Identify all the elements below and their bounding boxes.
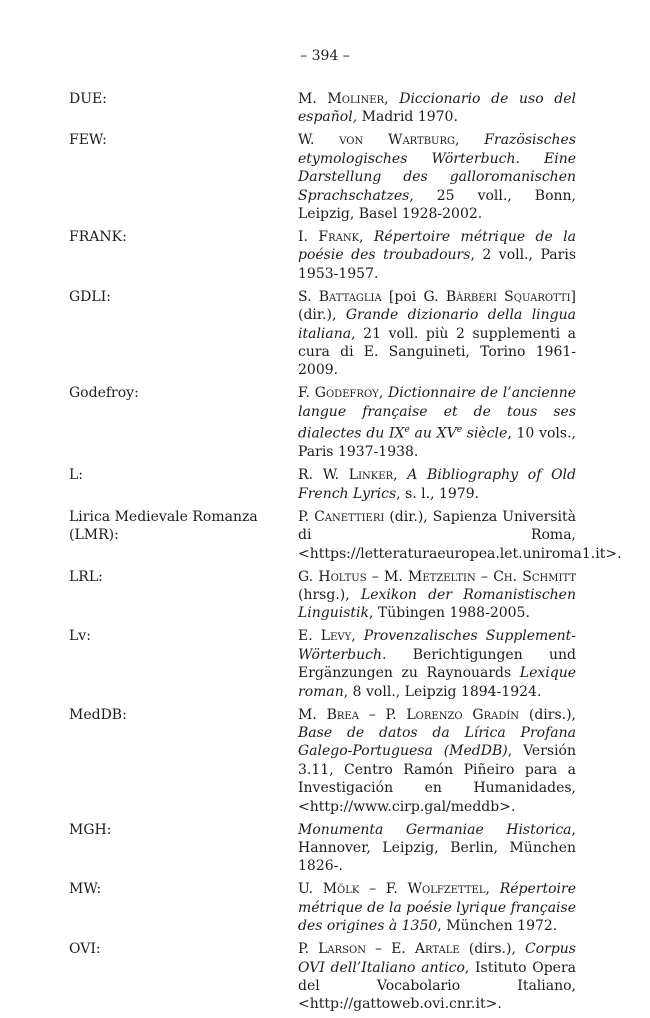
reference-fragment: P. xyxy=(298,941,319,958)
reference-fragment: S. xyxy=(298,288,319,305)
entry-reference xyxy=(298,288,576,380)
entry-abbreviation: Lirica Medievale Romanza (LMR): xyxy=(69,508,258,544)
reference-fragment: , Versión 3.11, Centro Ramón Piñeiro para a Investigación en Humanidades, <http://www.cirp.gal/meddb>. xyxy=(298,743,577,815)
page-number: – 394 – xyxy=(300,48,350,64)
entry-abbreviation: Lv: xyxy=(69,628,91,645)
entry-reference xyxy=(298,940,576,1014)
bibliography-entry xyxy=(69,940,576,1014)
entry-abbreviation: FEW: xyxy=(69,132,107,149)
reference-fragment: P. xyxy=(298,508,315,525)
reference-fragment: Levy xyxy=(320,628,352,645)
reference-fragment: – P. xyxy=(358,706,407,723)
reference-fragment: Corpus OVI dell’Italiano antico xyxy=(298,941,576,976)
reference-fragment: Wolfzettel xyxy=(407,881,486,898)
reference-fragment: R. W. xyxy=(298,467,349,484)
reference-fragment: Ch. Schmitt xyxy=(493,568,576,585)
reference-fragment: , xyxy=(485,881,500,898)
reference-fragment: ] (dir.), xyxy=(298,288,576,324)
reference-fragment: Canettieri xyxy=(314,508,385,525)
reference-fragment: Linker xyxy=(348,467,394,484)
entry-abbreviation: DUE: xyxy=(69,91,107,107)
entry-reference xyxy=(298,466,576,503)
reference-fragment: Provenzalisches Supplement-Wörterbuch. xyxy=(298,628,576,663)
reference-fragment: – M. xyxy=(366,568,408,585)
entry-reference xyxy=(298,508,622,563)
reference-fragment: , xyxy=(455,132,485,149)
reference-fragment: , xyxy=(359,229,374,246)
bibliography-entry xyxy=(69,466,576,503)
reference-fragment: Répertoire métrique de la poésie des troubadours xyxy=(298,229,576,264)
reference-fragment: Battaglia xyxy=(318,288,382,305)
bibliography-entry xyxy=(69,880,576,935)
reference-fragment: , 2 voll., Paris 1953-1957. xyxy=(298,247,576,282)
reference-fragment: Brea xyxy=(326,706,359,723)
entry-abbreviation: OVI: xyxy=(69,941,101,958)
reference-fragment: , Hannover, Leipzig, Berlin, München 1826-. xyxy=(298,821,576,875)
reference-fragment: , Tübingen 1988-2005. xyxy=(369,605,530,622)
reference-fragment: , xyxy=(378,385,389,402)
entry-reference xyxy=(298,228,576,283)
reference-fragment: , xyxy=(393,467,408,484)
entry-abbreviation: MW: xyxy=(69,881,102,898)
reference-fragment: – F. xyxy=(359,881,408,898)
reference-fragment: (dirs.), xyxy=(459,941,525,958)
bibliography-entry xyxy=(69,627,576,701)
bibliography-entry xyxy=(69,508,622,563)
entry-reference xyxy=(298,706,576,816)
reference-fragment: Larson xyxy=(318,941,366,958)
reference-fragment: Bàrberi Squarotti xyxy=(445,288,571,305)
entry-reference xyxy=(298,384,576,461)
reference-fragment: Madrid 1970. xyxy=(357,109,458,126)
reference-fragment: e xyxy=(404,425,410,436)
reference-fragment: , 21 voll. più 2 supplementi a cura di E. Sanguineti, Torino 1961-2009. xyxy=(298,325,576,379)
reference-fragment: , Istituto Opera del Vocabolario Italiano, <http://gattoweb.ovi.cnr.it>. xyxy=(298,959,576,1013)
reference-fragment: Répertoire métrique de la poésie lyrique française des origines à 1350 xyxy=(298,881,576,935)
reference-fragment: , 10 vols., Paris 1937-1938. xyxy=(298,425,576,461)
reference-fragment: Moliner xyxy=(327,91,385,107)
reference-fragment: , 25 voll., Bonn, Leipzig, Basel 1928-2002. xyxy=(298,187,576,223)
reference-fragment: – E. xyxy=(365,941,415,958)
reference-fragment: Metzeltin xyxy=(408,568,476,585)
reference-fragment: A Bibliography of Old French Lyrics xyxy=(298,467,576,502)
entry-reference xyxy=(298,568,576,623)
entry-abbreviation: FRANK: xyxy=(69,229,127,246)
reference-fragment: (dir.), Sapienza Università di Roma, <https://letteraturaeuropea.let.uniroma1.it>. xyxy=(298,508,622,562)
reference-fragment: (dirs.), xyxy=(519,706,577,723)
entry-abbreviation: L: xyxy=(69,467,84,484)
reference-fragment: M. xyxy=(298,706,327,723)
reference-fragment: , s. l., 1979. xyxy=(396,485,480,502)
entry-abbreviation: Godefroy: xyxy=(69,385,139,402)
reference-fragment: , xyxy=(351,628,364,645)
reference-fragment: au XV xyxy=(409,425,457,442)
bibliography-entry xyxy=(69,131,576,223)
reference-fragment: Holtus xyxy=(318,568,367,585)
reference-fragment: Base de datos da Lírica Profana Galego-Portuguesa (MedDB) xyxy=(298,725,576,760)
reference-fragment: M. xyxy=(298,91,328,107)
bibliography-entry xyxy=(69,706,576,816)
reference-fragment: Lorenzo Gradín xyxy=(406,706,520,723)
bibliography-list xyxy=(69,90,622,1018)
bibliography-entry xyxy=(69,821,576,876)
entry-reference xyxy=(298,90,576,127)
reference-fragment: Monumenta Germaniae Historica xyxy=(298,821,572,838)
reference-fragment: , München 1972. xyxy=(437,918,558,935)
bibliography-entry xyxy=(69,90,576,127)
entry-abbreviation: MedDB: xyxy=(69,706,127,723)
reference-fragment: e xyxy=(456,425,463,436)
reference-fragment: F. xyxy=(298,385,315,402)
reference-fragment: I. xyxy=(298,229,319,246)
bibliography-entry xyxy=(69,228,576,283)
reference-fragment: Lexikon der Romanistischen Linguistik xyxy=(298,586,576,622)
entry-reference xyxy=(298,131,576,223)
bibliography-entry xyxy=(69,384,576,461)
reference-fragment: von Wartburg xyxy=(339,132,455,149)
entry-reference xyxy=(298,880,576,935)
reference-fragment: Dictionnaire de l’ancienne langue française et de tous ses dialectes du IX xyxy=(298,385,577,442)
reference-fragment: , 8 voll., Leipzig 1894-1924. xyxy=(343,683,542,700)
entry-abbreviation: MGH: xyxy=(69,821,112,838)
reference-fragment: Diccionario de uso del español, xyxy=(298,91,576,126)
entry-reference xyxy=(298,627,576,701)
reference-fragment: siècle xyxy=(462,425,508,442)
bibliography-entry xyxy=(69,568,576,623)
reference-fragment: (hrsg.), xyxy=(298,586,361,603)
reference-fragment: Frank xyxy=(318,229,360,246)
bibliography-entry xyxy=(69,288,576,380)
reference-fragment: Godefroy xyxy=(314,385,379,402)
reference-fragment: U. xyxy=(298,881,323,898)
reference-fragment: E. xyxy=(298,628,321,645)
reference-fragment: W. xyxy=(298,132,340,149)
reference-fragment: Lexique roman xyxy=(298,665,576,700)
reference-fragment: – xyxy=(475,568,494,585)
reference-fragment: [poi G. xyxy=(381,288,446,305)
reference-fragment: Mölk xyxy=(322,881,360,898)
entry-reference xyxy=(298,821,576,876)
reference-fragment: G. xyxy=(298,568,319,585)
reference-fragment: Artale xyxy=(414,941,460,958)
reference-fragment: Grande dizionario della lingua italiana xyxy=(298,307,576,342)
reference-fragment: Berichtigungen und Ergänzungen zu Raynouards xyxy=(298,646,576,682)
reference-fragment: , xyxy=(384,91,400,107)
entry-abbreviation: GDLI: xyxy=(69,288,111,305)
entry-abbreviation: LRL: xyxy=(69,568,103,585)
reference-fragment: Frazösisches etymologisches Wörterbuch. Eine Darstellung des galloromanischen Sprachschatzes xyxy=(298,132,577,204)
